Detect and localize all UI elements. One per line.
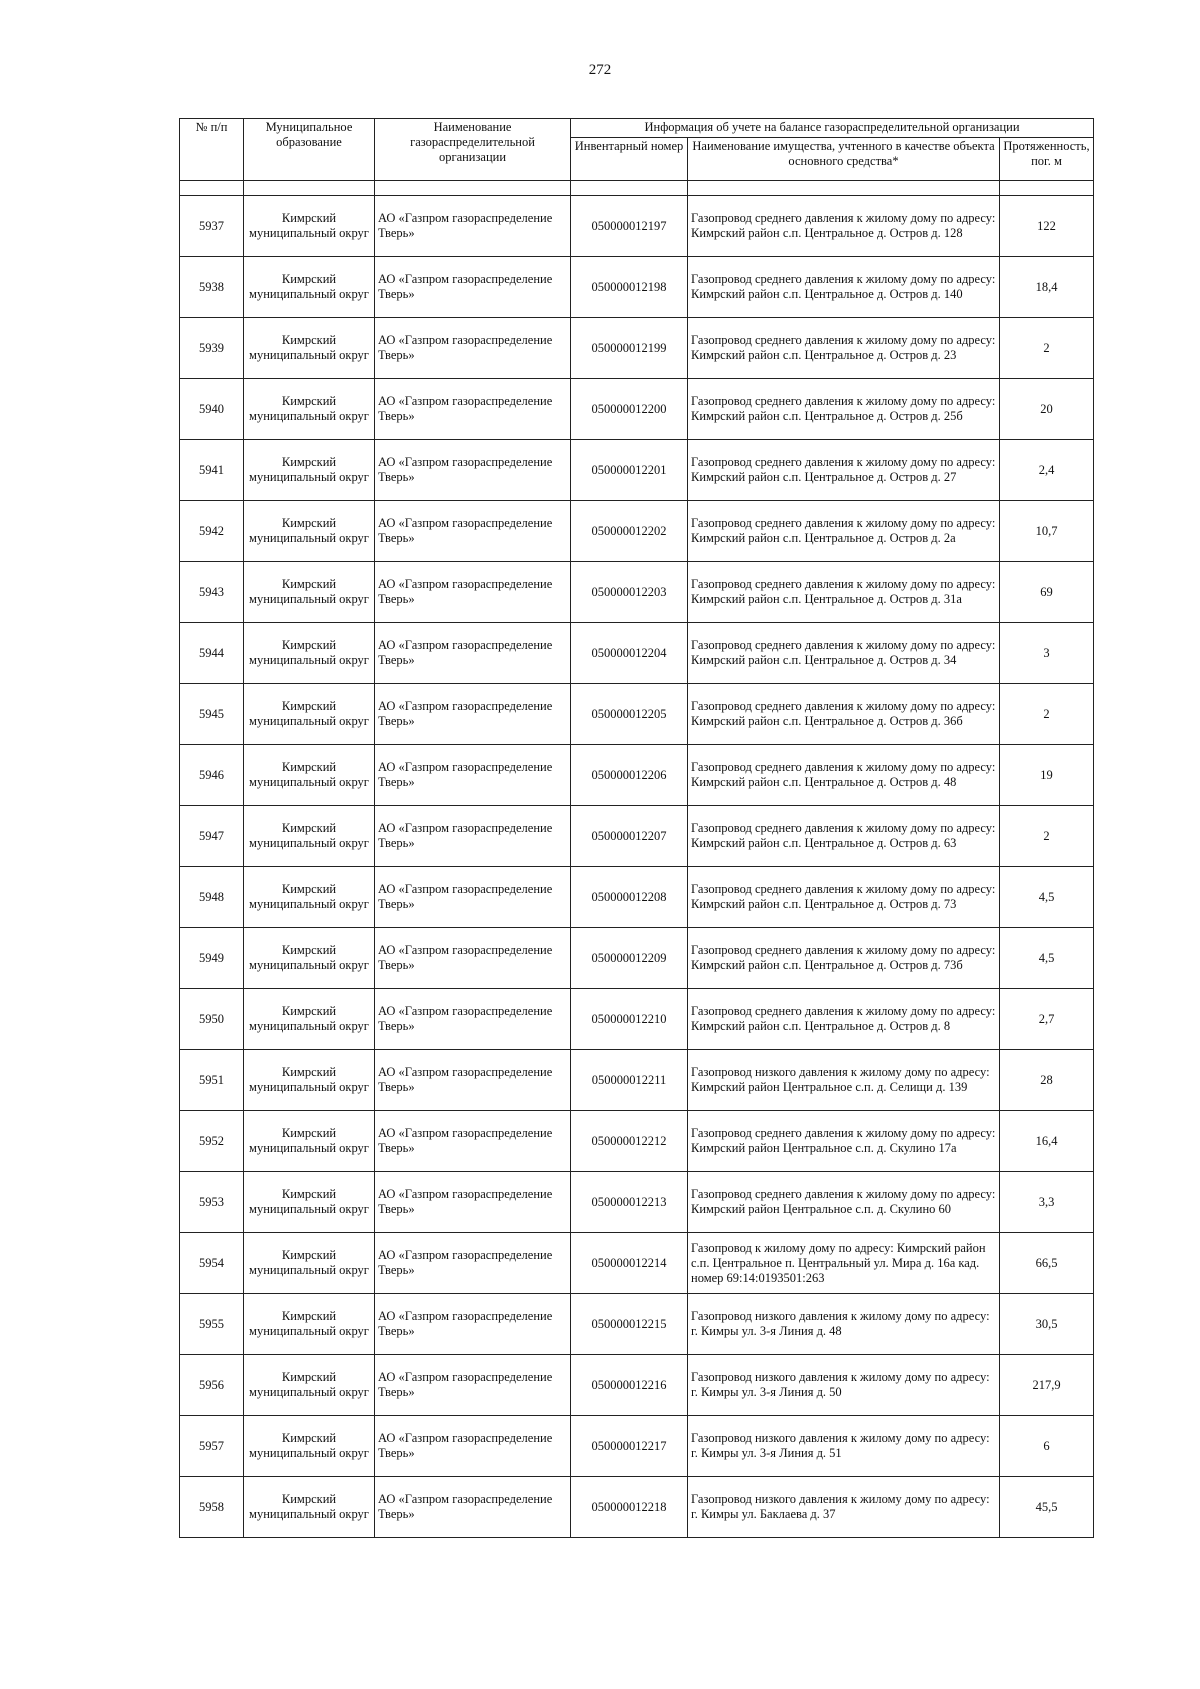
inventory-number-cell: 050000012202	[571, 501, 688, 562]
municipality-cell: Кимрский муниципальный округ	[244, 1172, 375, 1233]
row-number: 5950	[180, 989, 244, 1050]
organization-cell: АО «Газпром газораспределение Тверь»	[375, 440, 571, 501]
length-cell: 10,7	[1000, 501, 1094, 562]
row-number: 5953	[180, 1172, 244, 1233]
inventory-number-cell: 050000012199	[571, 318, 688, 379]
length-cell: 3	[1000, 623, 1094, 684]
header-inventory: Инвентарный номер	[571, 138, 688, 181]
municipality-cell: Кимрский муниципальный округ	[244, 501, 375, 562]
organization-cell: АО «Газпром газораспределение Тверь»	[375, 867, 571, 928]
inventory-number-cell: 050000012205	[571, 684, 688, 745]
municipality-cell: Кимрский муниципальный округ	[244, 1111, 375, 1172]
row-number: 5942	[180, 501, 244, 562]
length-cell: 30,5	[1000, 1294, 1094, 1355]
organization-cell: АО «Газпром газораспределение Тверь»	[375, 562, 571, 623]
row-number: 5954	[180, 1233, 244, 1294]
property-name-cell: Газопровод среднего давления к жилому дому по адресу: Кимрский район с.п. Центральное д. Остров д. 31а	[688, 562, 1000, 623]
length-cell: 3,3	[1000, 1172, 1094, 1233]
table-row	[180, 1294, 1094, 1355]
table-row	[180, 623, 1094, 684]
header-spacer-row	[180, 181, 1094, 196]
inventory-number-cell: 050000012212	[571, 1111, 688, 1172]
length-cell: 6	[1000, 1416, 1094, 1477]
row-number: 5945	[180, 684, 244, 745]
organization-cell: АО «Газпром газораспределение Тверь»	[375, 257, 571, 318]
inventory-number-cell: 050000012214	[571, 1233, 688, 1294]
length-cell: 2,4	[1000, 440, 1094, 501]
municipality-cell: Кимрский муниципальный округ	[244, 440, 375, 501]
inventory-number-cell: 050000012207	[571, 806, 688, 867]
length-cell: 45,5	[1000, 1477, 1094, 1538]
property-name-cell: Газопровод среднего давления к жилому дому по адресу: Кимрский район с.п. Центральное д. Остров д. 63	[688, 806, 1000, 867]
row-number: 5958	[180, 1477, 244, 1538]
row-number: 5955	[180, 1294, 244, 1355]
row-number: 5944	[180, 623, 244, 684]
property-name-cell: Газопровод среднего давления к жилому дому по адресу: Кимрский район с.п. Центральное д. Остров д. 36б	[688, 684, 1000, 745]
municipality-cell: Кимрский муниципальный округ	[244, 1050, 375, 1111]
property-name-cell: Газопровод среднего давления к жилому дому по адресу: Кимрский район с.п. Центральное д. Остров д. 73б	[688, 928, 1000, 989]
length-cell: 16,4	[1000, 1111, 1094, 1172]
inventory-number-cell: 050000012200	[571, 379, 688, 440]
municipality-cell: Кимрский муниципальный округ	[244, 745, 375, 806]
row-number: 5951	[180, 1050, 244, 1111]
length-cell: 217,9	[1000, 1355, 1094, 1416]
property-name-cell: Газопровод среднего давления к жилому дому по адресу: Кимрский район с.п. Центральное д. Остров д. 2а	[688, 501, 1000, 562]
table-row	[180, 806, 1094, 867]
inventory-number-cell: 050000012211	[571, 1050, 688, 1111]
municipality-cell: Кимрский муниципальный округ	[244, 623, 375, 684]
row-number: 5937	[180, 196, 244, 257]
header-org: Наименование газораспределительной организации	[375, 119, 571, 181]
organization-cell: АО «Газпром газораспределение Тверь»	[375, 501, 571, 562]
municipality-cell: Кимрский муниципальный округ	[244, 318, 375, 379]
property-name-cell: Газопровод среднего давления к жилому дому по адресу: Кимрский район с.п. Центральное д. Остров д. 73	[688, 867, 1000, 928]
property-name-cell: Газопровод среднего давления к жилому дому по адресу: Кимрский район с.п. Центральное д. Остров д. 8	[688, 989, 1000, 1050]
property-name-cell: Газопровод среднего давления к жилому дому по адресу: Кимрский район с.п. Центральное д. Остров д. 23	[688, 318, 1000, 379]
table-row	[180, 989, 1094, 1050]
municipality-cell: Кимрский муниципальный округ	[244, 1477, 375, 1538]
row-number: 5949	[180, 928, 244, 989]
table-row	[180, 562, 1094, 623]
organization-cell: АО «Газпром газораспределение Тверь»	[375, 684, 571, 745]
municipality-cell: Кимрский муниципальный округ	[244, 928, 375, 989]
header-info-group: Информация об учете на балансе газораспределительной организации	[571, 119, 1094, 138]
inventory-number-cell: 050000012209	[571, 928, 688, 989]
organization-cell: АО «Газпром газораспределение Тверь»	[375, 989, 571, 1050]
organization-cell: АО «Газпром газораспределение Тверь»	[375, 1477, 571, 1538]
organization-cell: АО «Газпром газораспределение Тверь»	[375, 623, 571, 684]
header-property-name: Наименование имущества, учтенного в качестве объекта основного средства*	[688, 138, 1000, 181]
organization-cell: АО «Газпром газораспределение Тверь»	[375, 1111, 571, 1172]
organization-cell: АО «Газпром газораспределение Тверь»	[375, 1233, 571, 1294]
length-cell: 4,5	[1000, 867, 1094, 928]
municipality-cell: Кимрский муниципальный округ	[244, 806, 375, 867]
row-number: 5956	[180, 1355, 244, 1416]
length-cell: 66,5	[1000, 1233, 1094, 1294]
length-cell: 28	[1000, 1050, 1094, 1111]
table-body	[180, 181, 1094, 1538]
table-row	[180, 928, 1094, 989]
table-row	[180, 318, 1094, 379]
municipality-cell: Кимрский муниципальный округ	[244, 684, 375, 745]
row-number: 5948	[180, 867, 244, 928]
length-cell: 20	[1000, 379, 1094, 440]
property-name-cell: Газопровод низкого давления к жилому дому по адресу: г. Кимры ул. 3-я Линия д. 48	[688, 1294, 1000, 1355]
organization-cell: АО «Газпром газораспределение Тверь»	[375, 1172, 571, 1233]
table-row	[180, 1355, 1094, 1416]
table-row	[180, 379, 1094, 440]
table-row	[180, 867, 1094, 928]
property-name-cell: Газопровод среднего давления к жилому дому по адресу: Кимрский район Центральное с.п. д. Скулино 60	[688, 1172, 1000, 1233]
row-number: 5947	[180, 806, 244, 867]
property-name-cell: Газопровод среднего давления к жилому дому по адресу: Кимрский район с.п. Центральное д. Остров д. 34	[688, 623, 1000, 684]
inventory-number-cell: 050000012197	[571, 196, 688, 257]
property-name-cell: Газопровод среднего давления к жилому дому по адресу: Кимрский район с.п. Центральное д. Остров д. 128	[688, 196, 1000, 257]
row-number: 5952	[180, 1111, 244, 1172]
property-name-cell: Газопровод среднего давления к жилому дому по адресу: Кимрский район с.п. Центральное д. Остров д. 25б	[688, 379, 1000, 440]
length-cell: 2,7	[1000, 989, 1094, 1050]
table-row	[180, 684, 1094, 745]
table-row	[180, 196, 1094, 257]
inventory-number-cell: 050000012210	[571, 989, 688, 1050]
property-name-cell: Газопровод среднего давления к жилому дому по адресу: Кимрский район с.п. Центральное д. Остров д. 48	[688, 745, 1000, 806]
inventory-number-cell: 050000012203	[571, 562, 688, 623]
property-name-cell: Газопровод низкого давления к жилому дому по адресу: г. Кимры ул. 3-я Линия д. 51	[688, 1416, 1000, 1477]
municipality-cell: Кимрский муниципальный округ	[244, 257, 375, 318]
inventory-number-cell: 050000012217	[571, 1416, 688, 1477]
organization-cell: АО «Газпром газораспределение Тверь»	[375, 379, 571, 440]
length-cell: 69	[1000, 562, 1094, 623]
table-row	[180, 1050, 1094, 1111]
length-cell: 2	[1000, 684, 1094, 745]
organization-cell: АО «Газпром газораспределение Тверь»	[375, 745, 571, 806]
organization-cell: АО «Газпром газораспределение Тверь»	[375, 1416, 571, 1477]
organization-cell: АО «Газпром газораспределение Тверь»	[375, 806, 571, 867]
table-header	[180, 119, 1094, 181]
row-number: 5941	[180, 440, 244, 501]
row-number: 5957	[180, 1416, 244, 1477]
length-cell: 122	[1000, 196, 1094, 257]
municipality-cell: Кимрский муниципальный округ	[244, 562, 375, 623]
row-number: 5939	[180, 318, 244, 379]
header-municipality: Муниципальное образование	[244, 119, 375, 181]
municipality-cell: Кимрский муниципальный округ	[244, 1416, 375, 1477]
table-row	[180, 1111, 1094, 1172]
inventory-number-cell: 050000012218	[571, 1477, 688, 1538]
municipality-cell: Кимрский муниципальный округ	[244, 1233, 375, 1294]
inventory-number-cell: 050000012198	[571, 257, 688, 318]
organization-cell: АО «Газпром газораспределение Тверь»	[375, 1294, 571, 1355]
organization-cell: АО «Газпром газораспределение Тверь»	[375, 928, 571, 989]
inventory-number-cell: 050000012201	[571, 440, 688, 501]
organization-cell: АО «Газпром газораспределение Тверь»	[375, 318, 571, 379]
municipality-cell: Кимрский муниципальный округ	[244, 867, 375, 928]
header-num: № п/п	[180, 119, 244, 181]
property-name-cell: Газопровод среднего давления к жилому дому по адресу: Кимрский район с.п. Центральное д. Остров д. 140	[688, 257, 1000, 318]
row-number: 5946	[180, 745, 244, 806]
row-number: 5940	[180, 379, 244, 440]
length-cell: 4,5	[1000, 928, 1094, 989]
table-row	[180, 1477, 1094, 1538]
inventory-number-cell: 050000012215	[571, 1294, 688, 1355]
municipality-cell: Кимрский муниципальный округ	[244, 196, 375, 257]
inventory-number-cell: 050000012208	[571, 867, 688, 928]
gas-pipeline-registry-table	[179, 118, 1094, 1538]
organization-cell: АО «Газпром газораспределение Тверь»	[375, 196, 571, 257]
inventory-number-cell: 050000012204	[571, 623, 688, 684]
page-number: 272	[588, 62, 612, 78]
table-row	[180, 501, 1094, 562]
property-name-cell: Газопровод среднего давления к жилому дому по адресу: Кимрский район Центральное с.п. д. Скулино 17а	[688, 1111, 1000, 1172]
table-row	[180, 257, 1094, 318]
organization-cell: АО «Газпром газораспределение Тверь»	[375, 1355, 571, 1416]
municipality-cell: Кимрский муниципальный округ	[244, 1355, 375, 1416]
inventory-number-cell: 050000012206	[571, 745, 688, 806]
table-row	[180, 1416, 1094, 1477]
length-cell: 19	[1000, 745, 1094, 806]
table-row	[180, 440, 1094, 501]
municipality-cell: Кимрский муниципальный округ	[244, 379, 375, 440]
row-number: 5938	[180, 257, 244, 318]
length-cell: 2	[1000, 806, 1094, 867]
length-cell: 2	[1000, 318, 1094, 379]
property-name-cell: Газопровод среднего давления к жилому дому по адресу: Кимрский район с.п. Центральное д. Остров д. 27	[688, 440, 1000, 501]
header-length: Протяженность, пог. м	[1000, 138, 1094, 181]
property-name-cell: Газопровод к жилому дому по адресу: Кимрский район с.п. Центральное п. Центральный ул. Мира д. 16а кад. номер 69:14:0193501:263	[688, 1233, 1000, 1294]
inventory-number-cell: 050000012216	[571, 1355, 688, 1416]
table-row	[180, 1172, 1094, 1233]
table-row	[180, 1233, 1094, 1294]
inventory-number-cell: 050000012213	[571, 1172, 688, 1233]
property-name-cell: Газопровод низкого давления к жилому дому по адресу: Кимрский район Центральное с.п. д. Селищи д. 139	[688, 1050, 1000, 1111]
row-number: 5943	[180, 562, 244, 623]
table-row	[180, 745, 1094, 806]
length-cell: 18,4	[1000, 257, 1094, 318]
property-name-cell: Газопровод низкого давления к жилому дому по адресу: г. Кимры ул. Баклаева д. 37	[688, 1477, 1000, 1538]
municipality-cell: Кимрский муниципальный округ	[244, 989, 375, 1050]
property-name-cell: Газопровод низкого давления к жилому дому по адресу: г. Кимры ул. 3-я Линия д. 50	[688, 1355, 1000, 1416]
organization-cell: АО «Газпром газораспределение Тверь»	[375, 1050, 571, 1111]
municipality-cell: Кимрский муниципальный округ	[244, 1294, 375, 1355]
